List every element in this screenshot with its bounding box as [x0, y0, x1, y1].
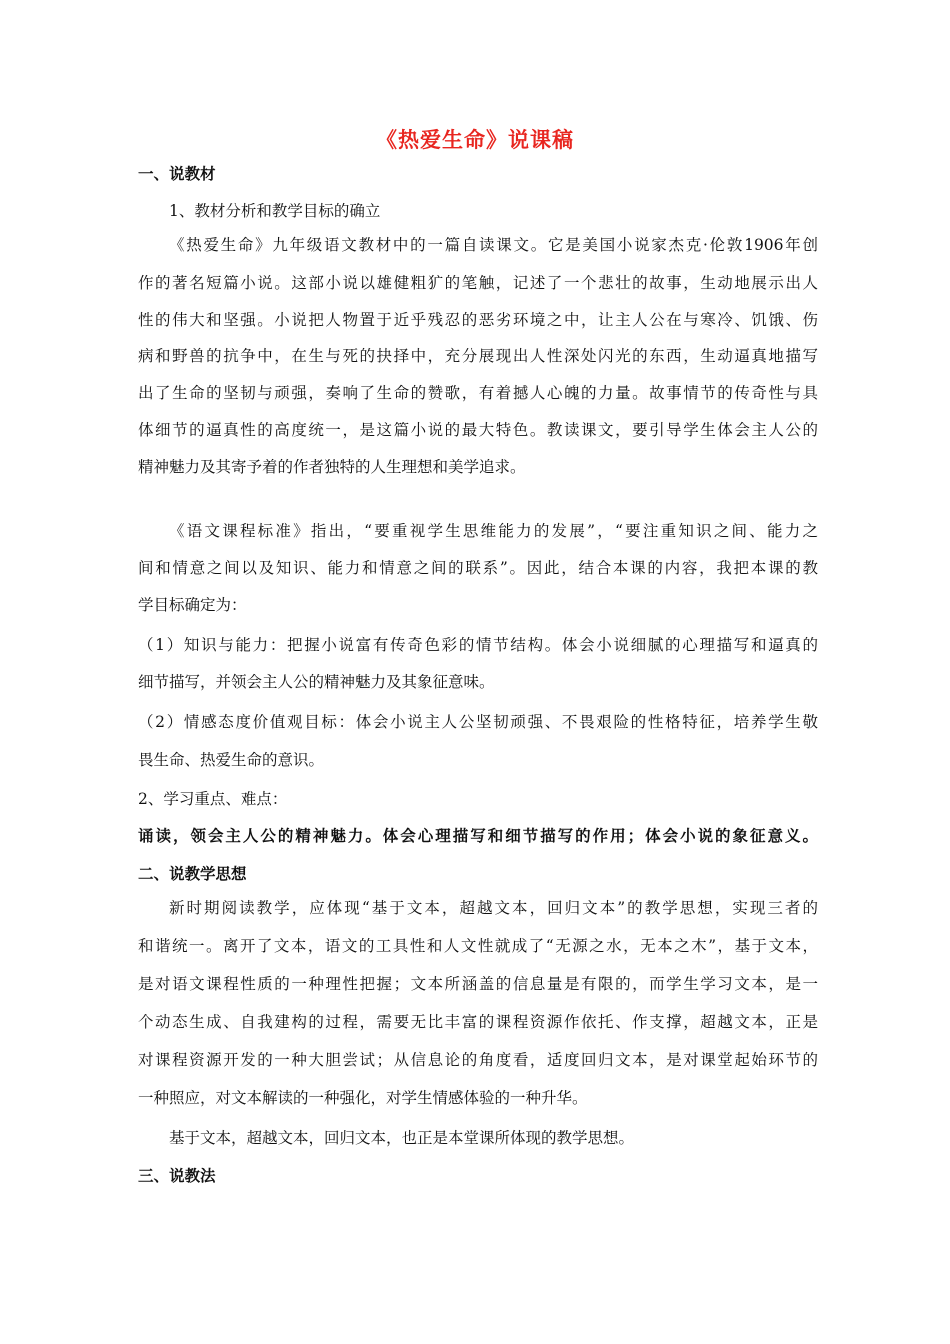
goal-line: （1）知识与能力：把握小说富有传奇色彩的情节结构。体会小说细腻的心理描写和逼真的 [138, 636, 818, 654]
paragraph-line: 病和野兽的抗争中，在生与死的抉择中，充分展现出人性深处闪光的东西，生动逼真地描写 [138, 347, 818, 365]
goal-line: 细节描写，并领会主人公的精神魅力及其象征意味。 [138, 673, 495, 691]
keypoints-text: 诵读，领会主人公的精神魅力。体会心理描写和细节描写的作用；体会小说的象征意义。 [138, 827, 818, 845]
goal-line: （2）情感态度价值观目标：体会小说主人公坚韧顽强、不畏艰险的性格特征，培养学生敬 [138, 713, 818, 731]
document-title: 《热爱生命》说课稿 [376, 128, 574, 152]
subheading-analysis: 1、教材分析和教学目标的确立 [169, 202, 381, 220]
paragraph-line: 学目标确定为： [138, 596, 247, 614]
paragraph-line: 《语文课程标准》指出，“要重视学生思维能力的发展”，“要注重知识之间、能力之 [169, 522, 818, 540]
paragraph-line: 精神魅力及其寄予着的作者独特的人生理想和美学追求。 [138, 458, 526, 476]
paragraph-line: 性的伟大和坚强。小说把人物置于近乎残忍的恶劣环境之中，让主人公在与寒冷、饥饿、伤 [138, 311, 818, 329]
paragraph-line: 新时期阅读教学，应体现“基于文本，超越文本，回归文本”的教学思想，实现三者的 [169, 899, 818, 917]
section-heading-thinking: 二、说教学思想 [138, 865, 247, 883]
paragraph-line: 个动态生成、自我建构的过程，需要无比丰富的课程资源作依托、作支撑，超越文本，正是 [138, 1013, 818, 1031]
paragraph-line: 间和情意之间以及知识、能力和情意之间的联系”。因此，结合本课的内容，我把本课的教 [138, 559, 818, 577]
paragraph-line: 体细节的逼真性的高度统一，是这篇小说的最大特色。教读课文，要引导学生体会主人公的 [138, 421, 818, 439]
paragraph-line: 《热爱生命》九年级语文教材中的一篇自读课文。它是美国小说家杰克·伦敦1906年创 [169, 236, 818, 254]
paragraph-line: 一种照应，对文本解读的一种强化，对学生情感体验的一种升华。 [138, 1089, 588, 1107]
section-heading-method: 三、说教法 [138, 1167, 216, 1185]
goal-line: 畏生命、热爱生命的意识。 [138, 751, 325, 769]
paragraph-line: 是对语文课程性质的一种理性把握；文本所涵盖的信息量是有限的，而学生学习文本，是一 [138, 975, 818, 993]
paragraph-line: 作的著名短篇小说。这部小说以雄健粗犷的笔触，记述了一个悲壮的故事，生动地展示出人 [138, 274, 818, 292]
subheading-keypoints: 2、学习重点、难点： [138, 790, 288, 808]
section-heading-textbook: 一、说教材 [138, 165, 216, 183]
paragraph-line: 出了生命的坚韧与顽强，奏响了生命的赞歌，有着撼人心魄的力量。故事情节的传奇性与具 [138, 384, 818, 402]
paragraph-line: 基于文本，超越文本，回归文本，也正是本堂课所体现的教学思想。 [169, 1129, 635, 1147]
paragraph-line: 和谐统一。离开了文本，语文的工具性和人文性就成了“无源之水，无本之木”，基于文本， [138, 937, 818, 955]
paragraph-line: 对课程资源开发的一种大胆尝试；从信息论的角度看，适度回归文本，是对课堂起始环节的 [138, 1051, 818, 1069]
